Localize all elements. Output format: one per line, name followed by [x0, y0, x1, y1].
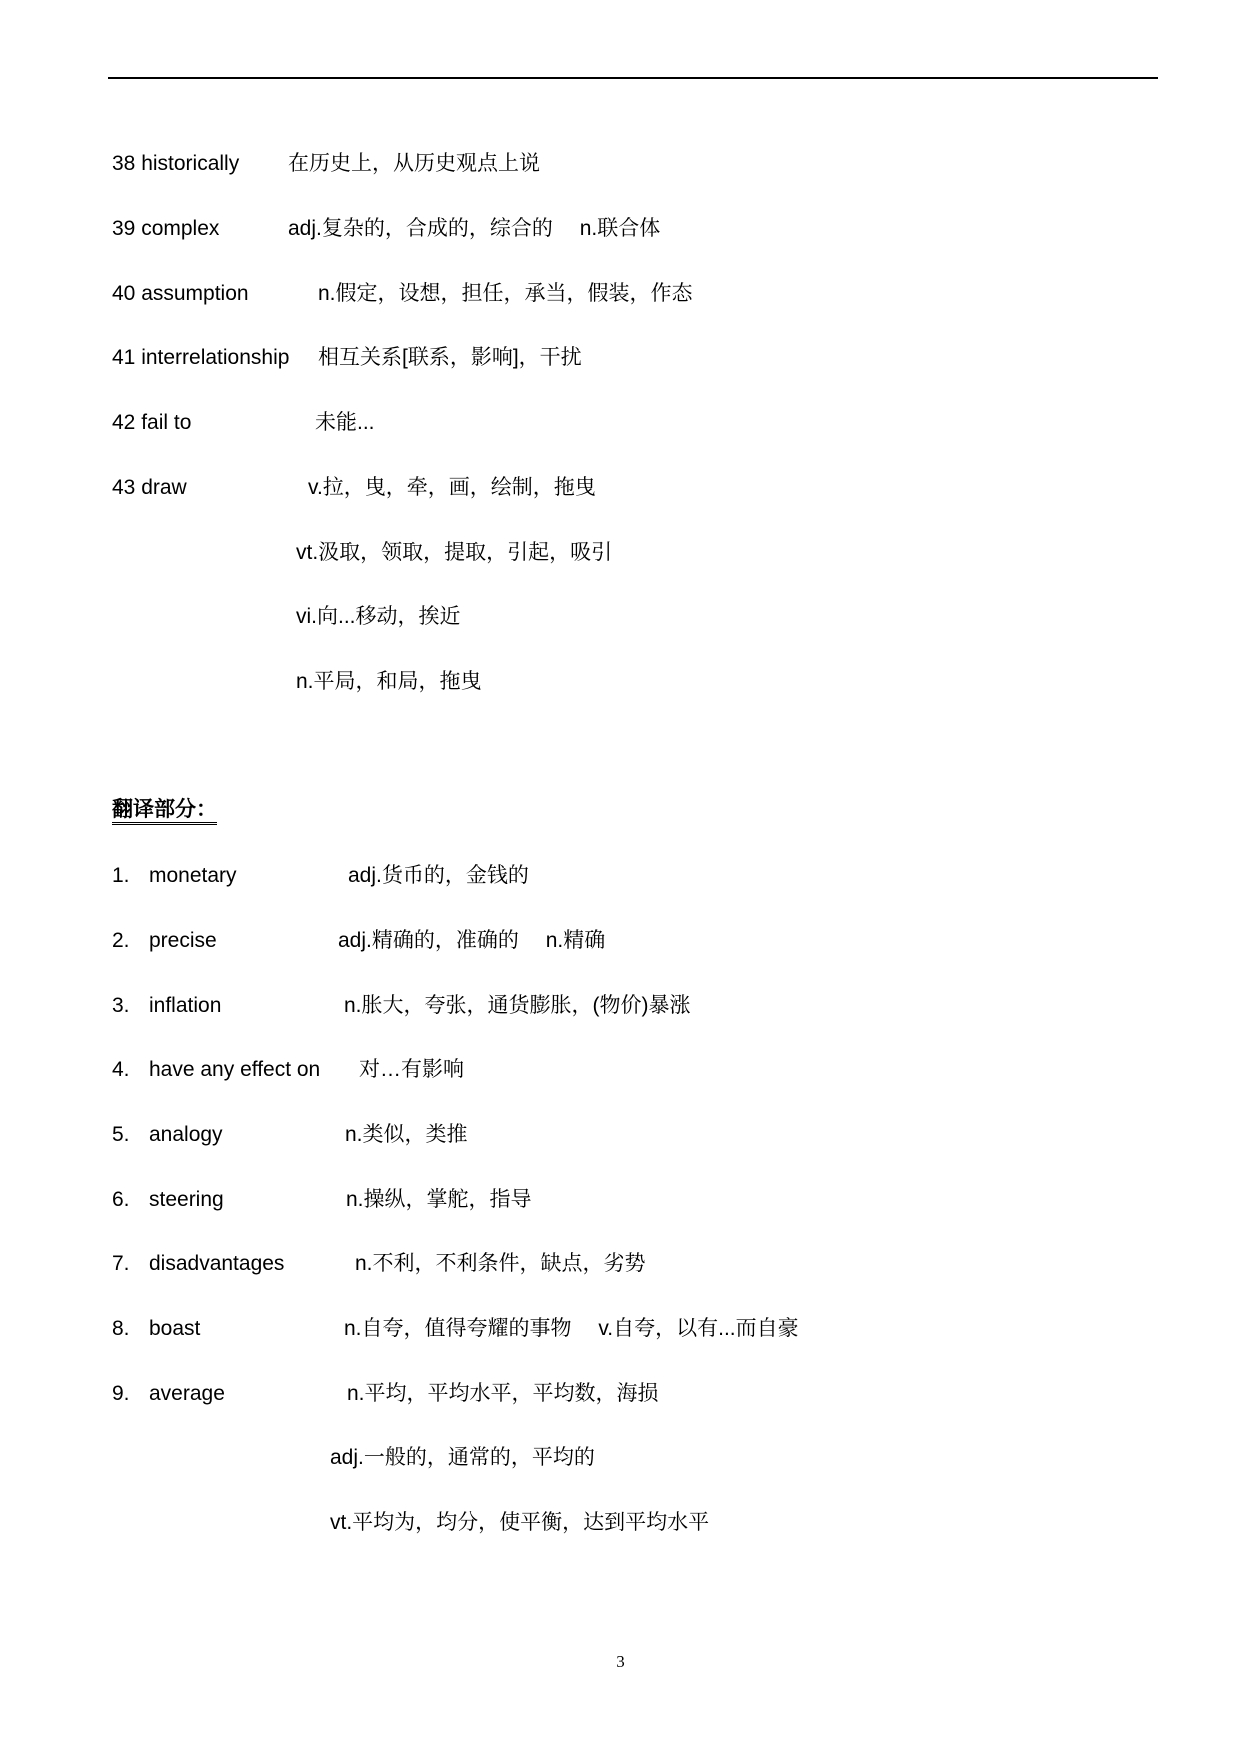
- translation-term-1: monetary: [149, 864, 237, 887]
- translation-term-2: precise: [149, 929, 217, 952]
- vocab-def-39: adj.复杂的，合成的，综合的 n.联合体: [288, 217, 661, 240]
- translation-term-3: inflation: [149, 994, 222, 1017]
- translation-num-6: 6.: [112, 1188, 130, 1211]
- vocab-def-43-2: vt.汲取，领取，提取，引起，吸引: [296, 541, 613, 564]
- translation-num-2: 2.: [112, 929, 130, 952]
- translation-num-7: 7.: [112, 1252, 130, 1275]
- vocab-def-42: 未能...: [315, 411, 375, 434]
- translation-def-2: adj.精确的，准确的 n.精确: [338, 929, 606, 952]
- vocab-def-38: 在历史上，从历史观点上说: [288, 152, 540, 175]
- translation-num-9: 9.: [112, 1382, 130, 1405]
- vocab-def-40: n.假定，设想，担任，承当，假装，作态: [318, 282, 693, 305]
- section-heading: 翻译部分：: [112, 797, 217, 825]
- vocab-term-41: 41 interrelationship: [112, 346, 290, 369]
- translation-def-4: 对…有影响: [359, 1058, 464, 1081]
- translation-def-8: n.自夸，值得夸耀的事物 v.自夸，以有...而自豪: [344, 1317, 799, 1340]
- translation-num-4: 4.: [112, 1058, 130, 1081]
- translation-term-6: steering: [149, 1188, 224, 1211]
- translation-num-8: 8.: [112, 1317, 130, 1340]
- vocab-def-43-3: vi.向...移动，挨近: [296, 605, 461, 628]
- translation-term-8: boast: [149, 1317, 201, 1340]
- vocab-def-43-1: v.拉，曳，牵，画，绘制，拖曳: [308, 476, 596, 499]
- translation-def-5: n.类似，类推: [345, 1123, 468, 1146]
- translation-term-5: analogy: [149, 1123, 223, 1146]
- vocab-term-42: 42 fail to: [112, 411, 192, 434]
- translation-term-9: average: [149, 1382, 225, 1405]
- translation-term-4: have any effect on: [149, 1058, 321, 1081]
- translation-def-9-2: adj.一般的，通常的，平均的: [330, 1446, 595, 1469]
- vocab-def-43-4: n.平局，和局，拖曳: [296, 670, 482, 693]
- translation-num-5: 5.: [112, 1123, 130, 1146]
- vocab-def-41: 相互关系[联系，影响]，干扰: [318, 346, 582, 369]
- translation-num-1: 1.: [112, 864, 130, 887]
- header-rule: [108, 77, 1158, 79]
- translation-def-3: n.胀大，夸张，通货膨胀，(物价)暴涨: [344, 994, 691, 1017]
- vocab-term-38: 38 historically: [112, 152, 240, 175]
- vocab-term-40: 40 assumption: [112, 282, 249, 305]
- translation-def-7: n.不利，不利条件，缺点，劣势: [355, 1252, 646, 1275]
- translation-def-9-1: n.平均，平均水平，平均数，海损: [347, 1382, 659, 1405]
- page-number: 3: [616, 1652, 625, 1671]
- vocab-term-39: 39 complex: [112, 217, 220, 240]
- translation-num-3: 3.: [112, 994, 130, 1017]
- translation-def-1: adj.货币的，金钱的: [348, 864, 529, 887]
- translation-def-9-3: vt.平均为，均分，使平衡，达到平均水平: [330, 1511, 710, 1534]
- translation-term-7: disadvantages: [149, 1252, 285, 1275]
- vocab-term-43: 43 draw: [112, 476, 187, 499]
- translation-def-6: n.操纵，掌舵，指导: [346, 1188, 532, 1211]
